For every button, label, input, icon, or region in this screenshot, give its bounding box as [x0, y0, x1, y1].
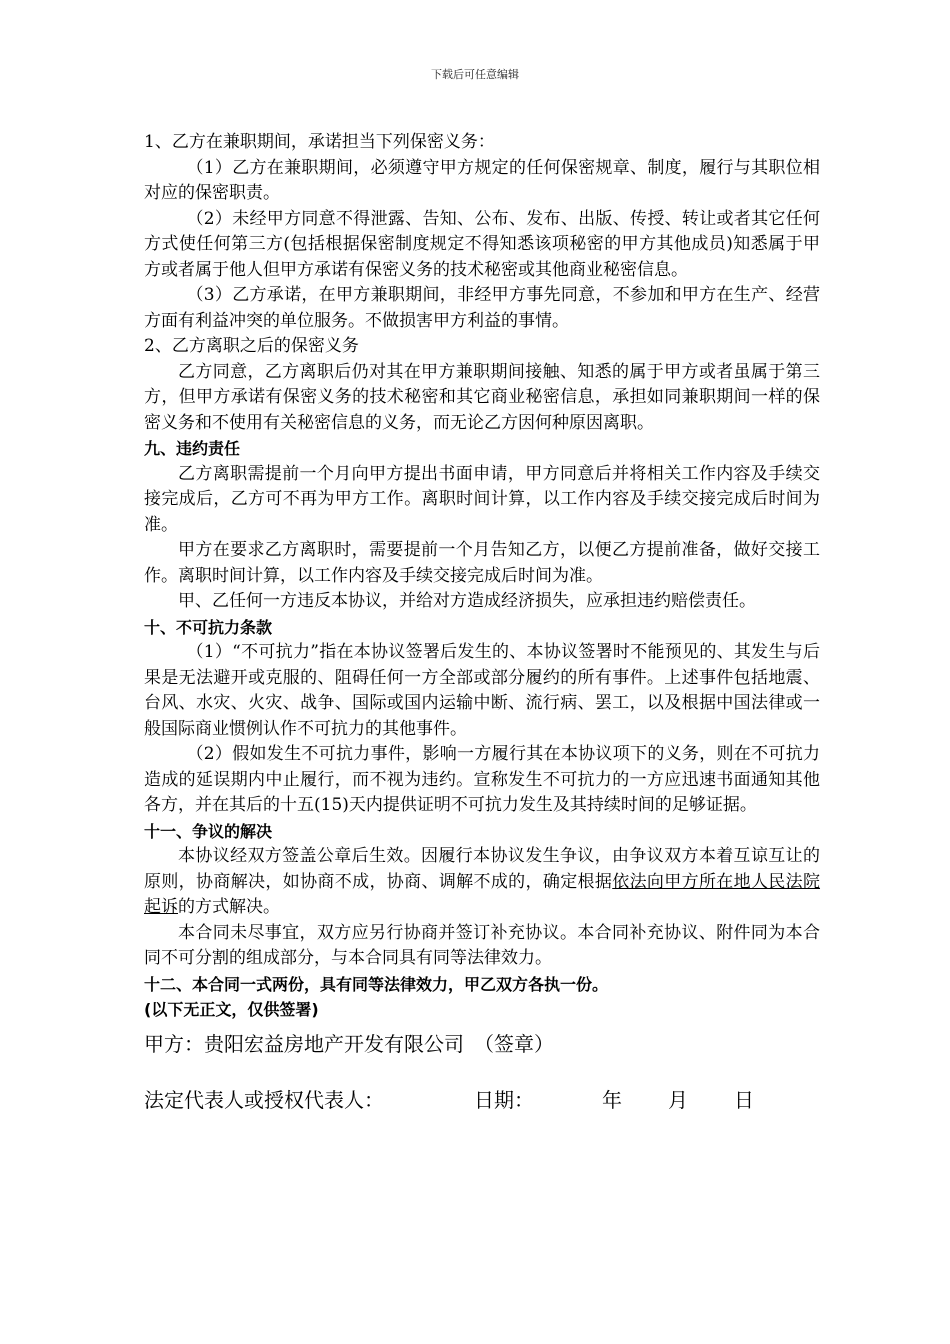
- section-9-paragraph-1: 乙方离职需提前一个月向甲方提出书面申请，甲方同意后并将相关工作内容及手续交接完成后，乙方可不再为甲方工作。离职时间计算，以工作内容及手续交接完成后时间为准。: [144, 463, 820, 535]
- section-11-paragraph-1: [144, 844, 820, 921]
- section-10-paragraph-1: （1）“不可抗力”指在本协议签署后发生的、本协议签署时不能预见的、其发生与后果是无法避开或克服的、阻碍任何一方全部或部分履约的所有事件。上述事件包括地震、台风、水灾、火灾、战争、国际或国内运输中断、流行病、罢工，以及根据中国法律或一般国际商业惯例认作不可抗力的其他事件。: [144, 642, 820, 739]
- representative-label: 法定代表人或授权代表人：: [144, 1087, 384, 1112]
- contract-body: [144, 130, 820, 1115]
- item1-paragraph-3: （3）乙方承诺，在甲方兼职期间，非经甲方事先同意，不参加和甲方在生产、经营方面有利益冲突的单位服务。不做损害甲方利益的事情。: [144, 285, 820, 331]
- section-9-paragraph-3: 甲、乙任何一方违反本协议，并给对方造成经济损失，应承担违约赔偿责任。: [178, 591, 756, 611]
- no-further-text-note: (以下无正文，仅供签署): [144, 1000, 319, 1019]
- month-label: 月: [668, 1087, 688, 1112]
- item1-paragraph-1: （1）乙方在兼职期间，必须遵守甲方规定的任何保密规章、制度，履行与其职位相对应的保密职责。: [144, 157, 820, 203]
- item1-title: 1、乙方在兼职期间，承诺担当下列保密义务：: [144, 132, 495, 152]
- section-11-paragraph-1-text-a: 本协议经双方签盖公章后生效。因履行本协议发生争议，由争议双方本着互谅互让的原则，协商解决，如协商不成，协商、调解不成的，确定根据: [144, 846, 820, 892]
- representative-date-line: [144, 1085, 820, 1115]
- section-11-title: 十一、争议的解决: [144, 821, 273, 841]
- court-clause-underlined: 依法向甲方所在地人民法院起诉: [144, 871, 821, 917]
- section-11-paragraph-2: 本合同未尽事宜，双方应另行协商并签订补充协议。本合同补充协议、附件同为本合同不可分割的组成部分，与本合同具有同等法律效力。: [144, 922, 820, 968]
- section-12-title: 十二、本合同一式两份，具有同等法律效力，甲乙双方各执一份。: [144, 974, 609, 994]
- day-label: 日: [734, 1087, 754, 1112]
- page-header-note: 下载后可任意编辑: [431, 68, 519, 81]
- section-9-title: 九、违约责任: [144, 439, 241, 458]
- item2-paragraph-1: 乙方同意，乙方离职后仍对其在甲方兼职期间接触、知悉的属于甲方或者虽属于第三方，但甲方承诺有保密义务的技术秘密和其它商业秘密信息，承担如同兼职期间一样的保密义务和不使用有关秘密信息的义务，而无论乙方因何种原因离职。: [144, 361, 820, 433]
- item1-paragraph-2: （2）未经甲方同意不得泄露、告知、公布、发布、出版、传授、转让或者其它任何方式使任何第三方(包括根据保密制度规定不得知悉该项秘密的甲方其他成员)知悉属于甲方或者属于他人但甲方承诺有保密义务的技术秘密或其他商业秘密信息。: [144, 208, 820, 280]
- item2-title: 2、乙方离职之后的保密义务: [144, 336, 359, 356]
- date-label: 日期：: [474, 1087, 534, 1112]
- section-10-paragraph-2: （2）假如发生不可抗力事件，影响一方履行其在本协议项下的义务，则在不可抗力造成的延误期内中止履行，而不视为违约。宣称发生不可抗力的一方应迅速书面通知其他各方，并在其后的十五(15)天内提供证明不可抗力发生及其持续时间的足够证据。: [144, 744, 820, 815]
- section-11-paragraph-1-text-b: 的方式解决。: [178, 897, 280, 917]
- year-label: 年: [602, 1087, 622, 1112]
- party-a-signature-line: 甲方：贵阳宏益房地产开发有限公司 （签章）: [144, 1031, 554, 1056]
- section-9-paragraph-2: 甲方在要求乙方离职时，需要提前一个月告知乙方，以便乙方提前准备，做好交接工作。离职时间计算，以工作内容及手续交接完成后时间为准。: [144, 540, 820, 586]
- section-10-title: 十、不可抗力条款: [144, 617, 273, 637]
